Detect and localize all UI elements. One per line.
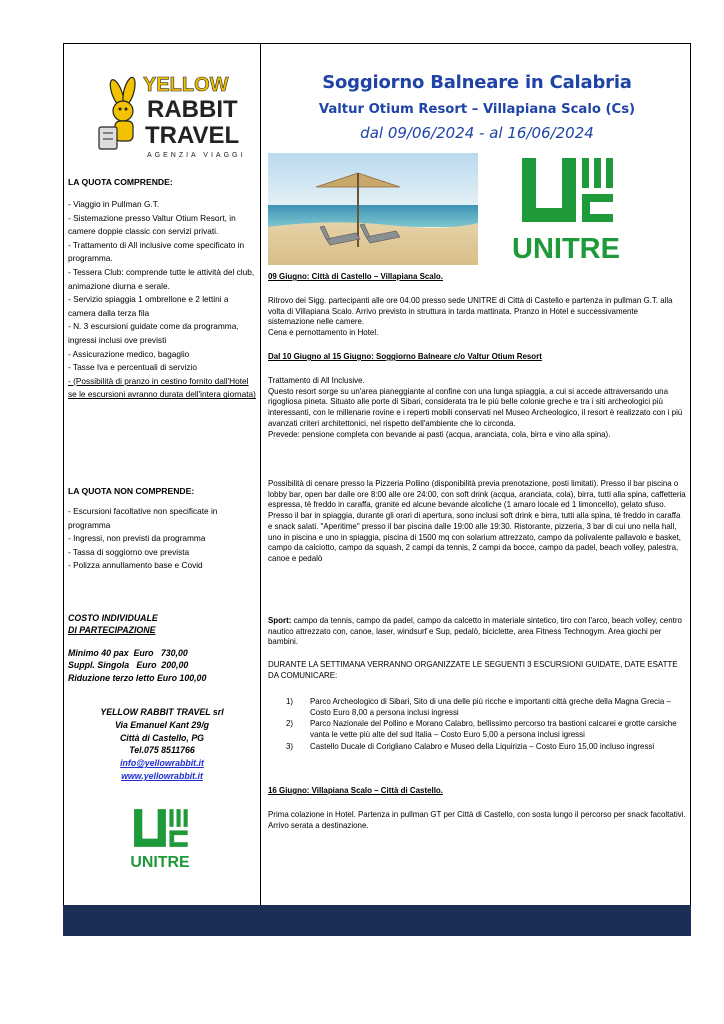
excursions-intro: DURANTE LA SETTIMANA VERRANNO ORGANIZZATE LE SEGUENTI 3 ESCURSIONI GUIDATE, DATE ESATTE DA COMUNICARE: [268, 660, 678, 680]
list-item: - Polizza annullamento base e Covid [68, 560, 203, 571]
list-item: - N. 3 escursioni guidate come da programma, ingressi inclusi ove previsti [68, 321, 239, 345]
agency-name: YELLOW RABBIT TRAVEL srl [100, 707, 224, 717]
price-line: Riduzione terzo letto Euro 100,00 [68, 672, 207, 683]
stay-body [268, 376, 686, 440]
sport-body: campo da tennis, campo da padel, campo da calcetto in materiale sintetico, tiro con l'arco, beach volley, centro nautico attrezzato con, canoe, laser, windsurf e Sup, pedalò, biciclette, area Fitness Technogym. Area giochi per bambini. [268, 616, 682, 647]
list-item-note: - (Possibilità di pranzo in cestino fornito dall'Hotel se le escursioni avranno durata dell'intera giornata) [68, 375, 256, 400]
services-paragraph: Possibilità di cenare presso la Pizzeria Pollino (disponibilità previa prenotazione, posti limitati). Presso il bar piscina o lobby bar, open bar dalle ore 8:00 alle ore 24:00, con soft drink (acqua, aranciata, cola), birra, tutti alla spina, caffetteria espressa, tè freddo in caraffa, granite ed alcune bevande alcoliche (1 amaro locale ed 1 limoncello), gelato sfuso. Presso il bar in spiaggia, durante gli orari di apertura, sono inclusi soft drink e birra, tutti alla spina, tè freddo in caraffa e snack salati. "Aperitime" presso il bar piscina dalle 19:00 alle 19:30. Ristorante, pizzeria, 3 bar di cui uno nella hall, uno in piscina e uno in spiaggia, piscina di 1500 mq con solarium attrezzato, campo da polivalente pallavolo e basket, campo da calciotto, campo da squash, 2 campi da tennis, 2 campi da bocce, campo da padel, beach volley, palestra, canoe e pedalò [268, 479, 686, 563]
list-number: 2) [286, 719, 294, 729]
price-line: Minimo 40 pax Euro 730,00 [68, 648, 188, 658]
list-item: - Tessera Club: comprende tutte le attività del club, animazione diurna e serale. [68, 266, 255, 291]
noncomprende-list [68, 505, 256, 573]
list-text: Castello Ducale di Corigliano Calabro e Museo della Liquirizia – Costo Euro 15,00 incluso ingressi [310, 741, 655, 751]
list-number: 3) [286, 741, 294, 751]
list-text: Parco Nazionale del Pollino e Morano Calabro, bellissimo percorso tra bastioni calcarei e grotte carsiche vanta le vette più alte del sud Italia – Costo Euro 5,00 a persona inclusi igressi [310, 719, 677, 740]
agency-email-link[interactable]: info@yellowrabbit.it [120, 758, 204, 769]
paragraph: Prevede: pensione completa con bevande ai pasti (acqua, aranciata, cola, birra e vino alla spina). [268, 429, 611, 439]
unitre-logo-small [124, 808, 196, 874]
list-item: - Assicurazione medico, bagaglio [68, 348, 190, 359]
svg-text:AGENZIA VIAGGI: AGENZIA VIAGGI [147, 152, 245, 159]
price-line: Suppl. Singola Euro 200,00 [68, 660, 189, 671]
svg-text:TRAVEL: TRAVEL [145, 122, 240, 149]
agency-tel: Tel.075 8511766 [129, 745, 195, 756]
footer-bar [63, 905, 691, 936]
excursion-list [286, 697, 686, 754]
list-item: - Servizio spiaggia 1 ombrellone e 2 lettini a camera dalla terza fila [68, 294, 229, 318]
last-day-body: Prima colazione in Hotel. Partenza in pullman GT per Città di Castello, con sosta lungo il percorso per snack facoltativi. Arrivo serata a destinazione. [268, 810, 686, 830]
agency-address: Via Emanuel Kant 29/g [114, 719, 210, 730]
paragraph: Trattamento di All Inclusive. [268, 376, 365, 385]
list-item: - Escursioni facoltative non specificate in programma [68, 506, 218, 530]
comprende-title: LA QUOTA COMPRENDE: [68, 177, 173, 187]
costo-heading [68, 612, 258, 637]
costo-line: COSTO INDIVIDUALE [68, 613, 158, 623]
list-number: 1) [286, 697, 294, 706]
list-item: - Sistemazione presso Valtur Otium Resort, in camere doppie classic con servizi privati. [68, 212, 236, 237]
trip-dates: dal 09/06/2024 - al 16/06/2024 [360, 124, 594, 142]
agency-city: Città di Castello, PG [119, 732, 205, 743]
last-day-heading: 16 Giugno: Villapiana Scalo – Città di Castello. [268, 786, 443, 795]
svg-text:UNITRE: UNITRE [130, 853, 190, 871]
page-title: Soggiorno Balneare in Calabria [322, 72, 632, 93]
costo-line: DI PARTECIPAZIONE [68, 625, 156, 636]
noncomprende-title: LA QUOTA NON COMPRENDE: [68, 486, 195, 496]
paragraph: Cena e pernottamento in Hotel. [268, 328, 379, 338]
list-text: Parco Archeologico di Sibari, Sito di una delle più ricche e importanti città greche della Magna Grecia – Costo Euro 8,00 a persona inclusi ingressi [310, 697, 671, 717]
agency-web-link[interactable]: www.yellowrabbit.it [121, 770, 203, 781]
page-subtitle: Valtur Otium Resort – Villapiana Scalo (Cs) [318, 102, 636, 117]
list-item [286, 742, 686, 753]
stay-heading: Dal 10 Giugno al 15 Giugno: Soggiorno Balneare c/o Valtur Otium Resort [268, 352, 542, 361]
list-item: - Trattamento di All inclusive come specificato in programma. [68, 239, 245, 264]
sport-paragraph [268, 616, 686, 648]
list-item: - Viaggio in Pullman G.T. [68, 199, 160, 209]
list-item: - Ingressi, non previsti da programma [68, 533, 206, 544]
svg-text:UNITRE: UNITRE [512, 233, 620, 265]
beach-photo [268, 153, 478, 265]
svg-text:YELLOW: YELLOW [143, 74, 229, 96]
column-divider [260, 43, 261, 905]
list-item: - Tassa di soggiorno ove prevista [68, 546, 190, 557]
day1-heading: 09 Giugno: Città di Castello – Villapiana Scalo. [268, 272, 443, 281]
paragraph: Ritrovo dei Sigg. partecipanti alle ore 04.00 presso sede UNITRE di Città di Castello e partenza in pullman G.T. alla volta di Villapiana Scalo. Arrivo previsto in struttura in tarda mattinata. Pranzo in Hotel e successivamente sistemazione nelle camere. [268, 296, 673, 327]
yellow-rabbit-logo [95, 65, 245, 165]
list-item [286, 719, 686, 740]
svg-text:RABBIT: RABBIT [147, 96, 238, 123]
paragraph: Questo resort sorge su un'area pianeggiante al confine con una lunga spiaggia, a cui si accede attraversando una rigogliosa pineta. Situato alle porte di Sibari, considerata tra le più belle colonie greche e tra i siti archeologici più interessanti, con le millenarie rovine e i reperti mobili conservati nel Museo Archeologico, il resort è realizzato con i più avanzati criteri architettonici, nel rispetto dell'ambiente che lo circonda. [268, 386, 683, 428]
sport-label: Sport: [268, 616, 292, 625]
agency-contact [68, 706, 256, 783]
price-list [68, 647, 258, 684]
rabbit-icon [99, 76, 137, 149]
day1-body [268, 296, 686, 339]
comprende-list [68, 198, 256, 402]
unitre-logo [512, 156, 620, 268]
list-item [286, 697, 686, 718]
list-item: - Tasse Iva e percentuali di servizio [68, 362, 197, 373]
